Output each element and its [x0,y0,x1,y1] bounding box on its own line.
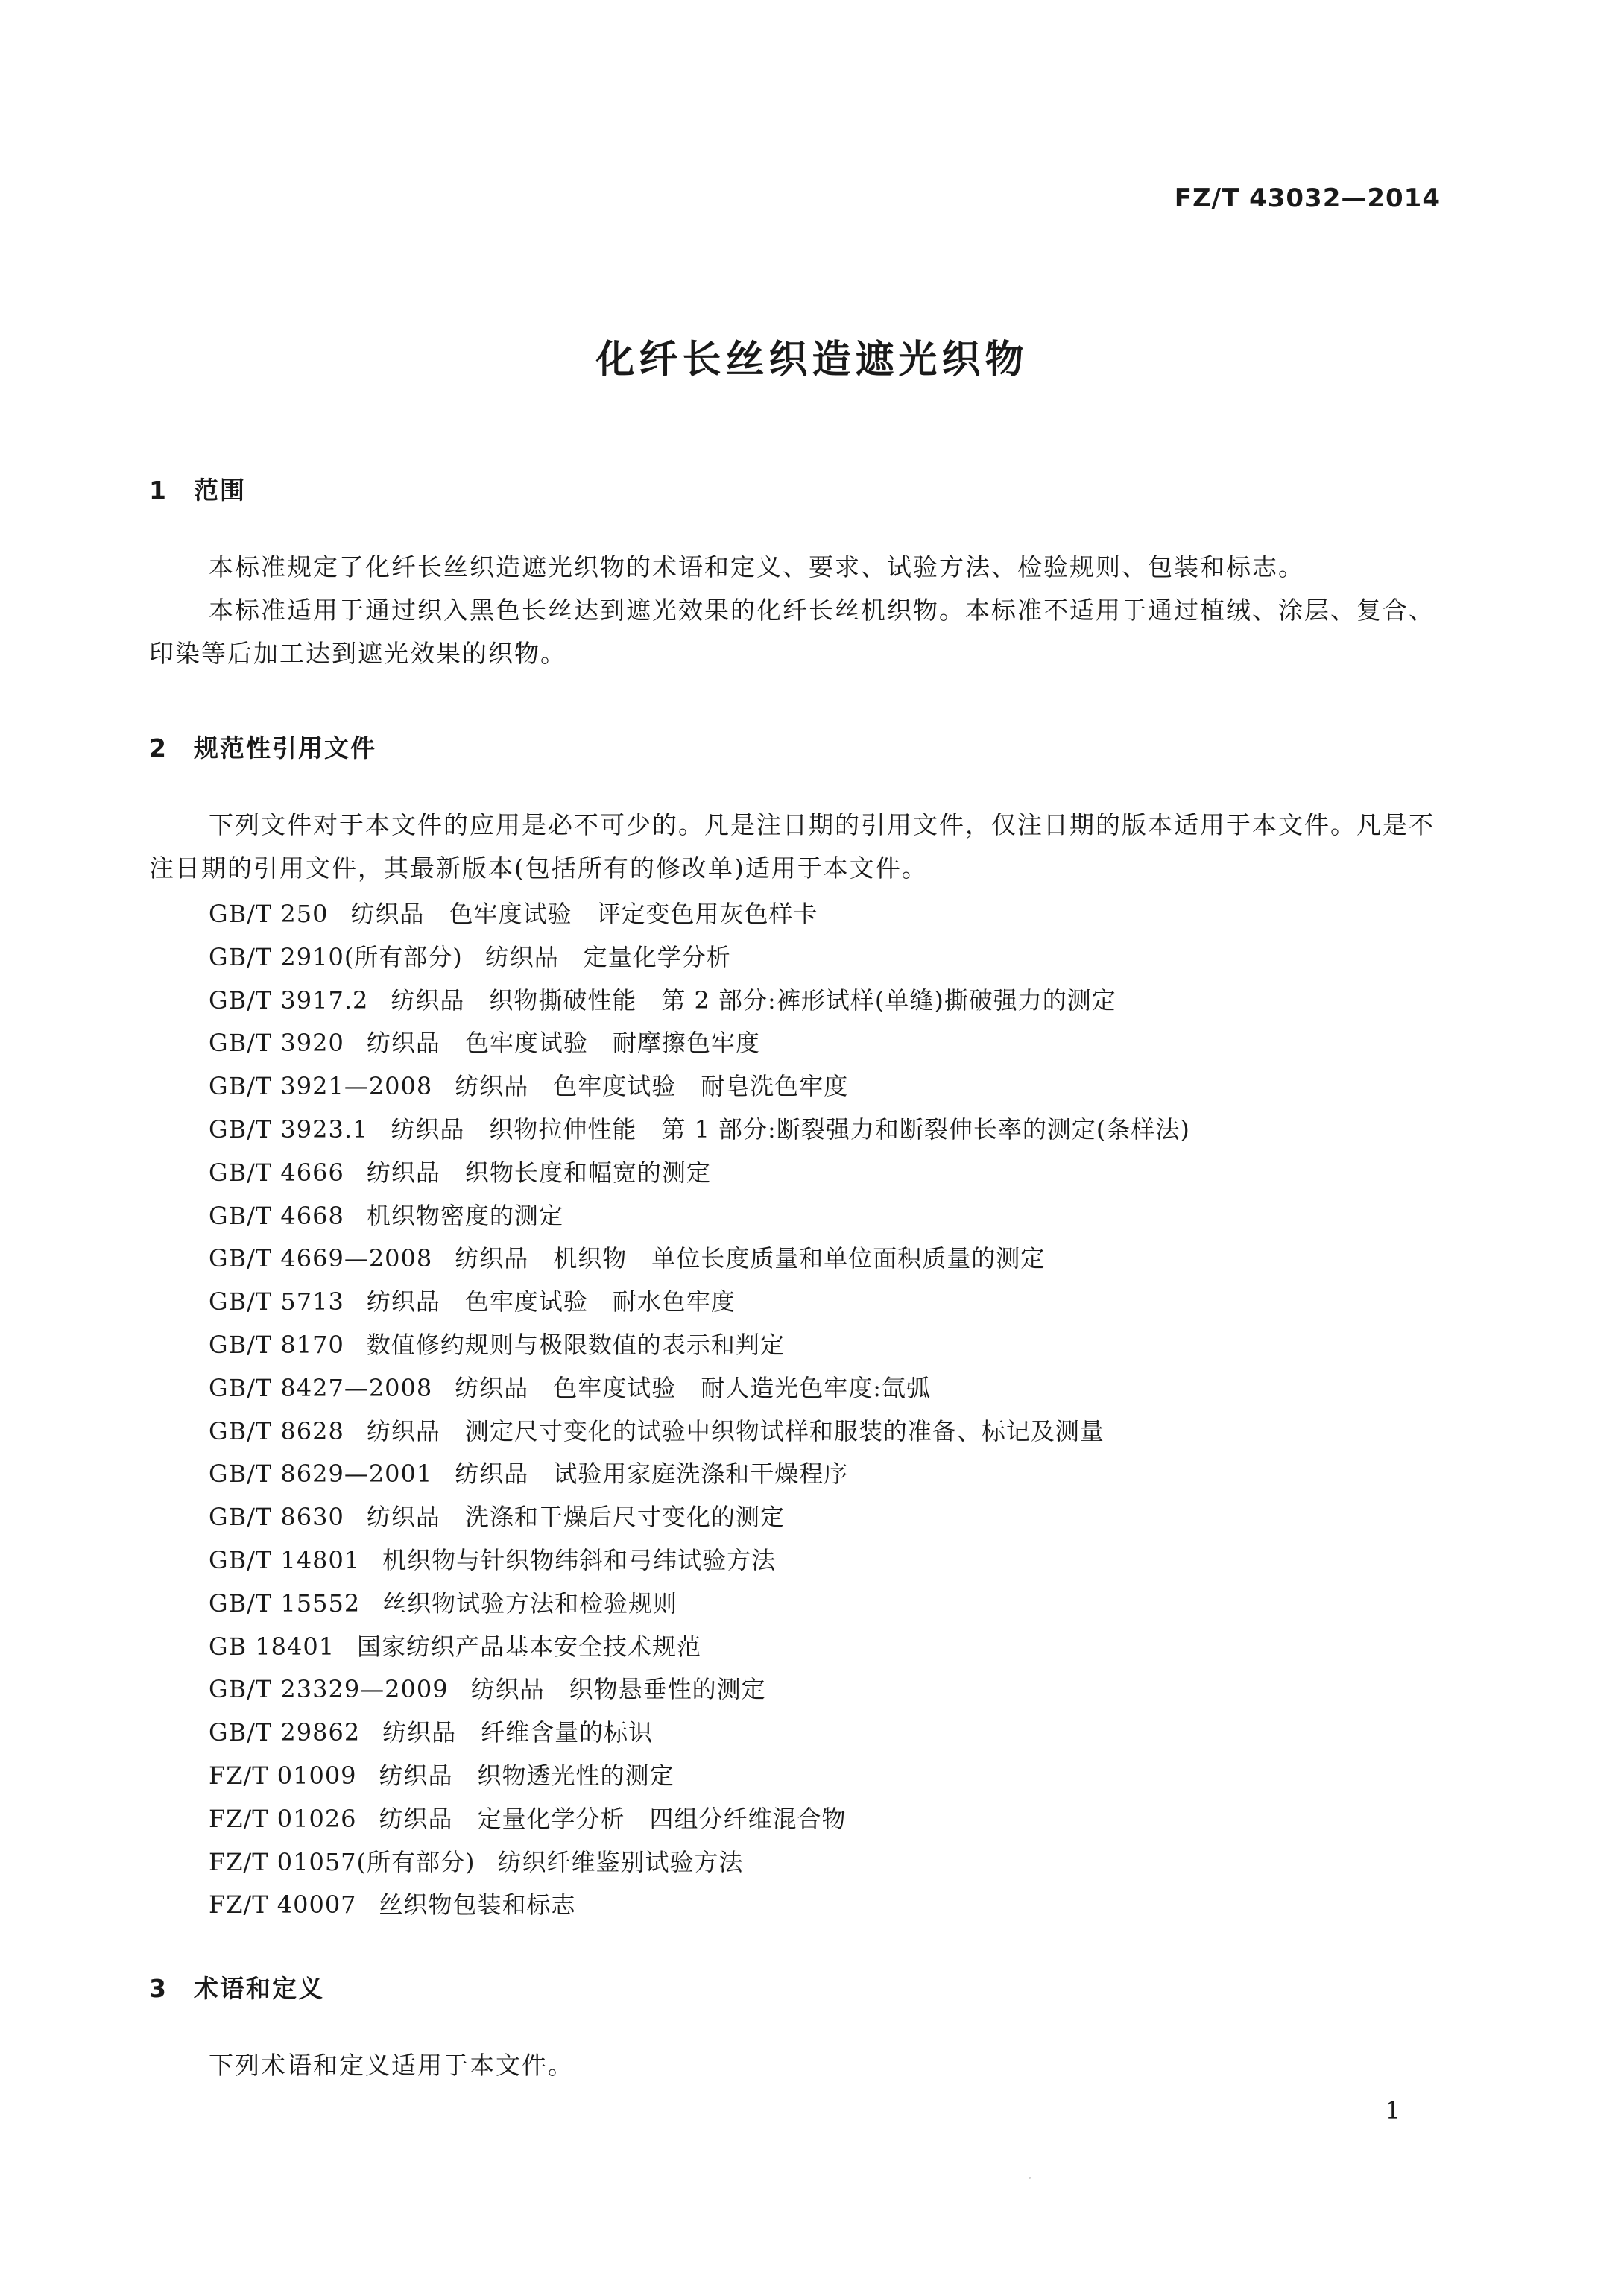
reference-code: GB/T 14801 [209,1545,361,1574]
reference-code: GB/T 4669—2008 [209,1244,433,1273]
reference-item [209,1884,1190,1927]
reference-item [209,1668,1190,1712]
reference-title: 丝织物包装和标志 [379,1890,576,1919]
reference-title: 纺织品 定量化学分析 四组分纤维混合物 [379,1804,847,1833]
reference-item [209,1152,1190,1195]
reference-code: GB/T 250 [209,900,329,928]
section-number: 1 [149,476,168,505]
reference-title: 丝织物试验方法和检验规则 [382,1589,678,1618]
section-1-paragraph-1: 本标准规定了化纤长丝织造遮光织物的术语和定义、要求、试验方法、检验规则、包装和标志。 [209,552,1304,581]
reference-code: GB/T 15552 [209,1589,361,1618]
reference-title: 机织物与针织物纬斜和弓纬试验方法 [382,1545,777,1574]
reference-title: 纺织品 洗涤和干燥后尺寸变化的测定 [366,1503,785,1532]
section-title: 术语和定义 [194,1974,324,2003]
reference-title: 纺织品 织物透光性的测定 [379,1761,674,1790]
reference-code: GB/T 5713 [209,1287,344,1316]
section-2-intro: 下列文件对于本文件的应用是必不可少的。凡是注日期的引用文件，仅注日期的版本适用于本文件。凡是不注日期的引用文件，其最新版本(包括所有的修改单)适用于本文件。 [149,810,1435,883]
reference-title: 纺织品 织物拉伸性能 第 1 部分:断裂强力和断裂伸长率的测定(条样法) [391,1114,1190,1144]
reference-list [209,893,1190,1927]
reference-item [209,1755,1190,1798]
reference-code: GB/T 3923.1 [209,1114,369,1144]
reference-title: 纺织品 纤维含量的标识 [382,1718,654,1747]
reference-item [209,1108,1190,1152]
reference-item [209,1022,1190,1065]
reference-code: GB/T 4668 [209,1201,344,1230]
reference-code: GB/T 4666 [209,1158,344,1187]
reference-code: GB/T 3920 [209,1029,344,1058]
reference-item [209,1712,1190,1755]
reference-item [209,1539,1190,1583]
section-3-heading [149,1969,324,2004]
reference-item [209,1237,1190,1281]
scan-speck [1029,2177,1031,2179]
reference-item [209,936,1190,980]
reference-item [209,980,1190,1023]
reference-title: 纺织品 色牢度试验 耐摩擦色牢度 [366,1029,760,1058]
section-title: 范围 [194,476,246,505]
reference-item [209,1065,1190,1108]
reference-code: GB/T 3921—2008 [209,1072,433,1101]
reference-code: GB 18401 [209,1632,335,1661]
reference-item [209,1453,1190,1496]
reference-code: FZ/T 01026 [209,1804,357,1833]
standard-code: FZ/T 43032—2014 [1174,183,1441,213]
section-number: 3 [149,1974,168,2003]
reference-item [209,893,1190,936]
section-2-heading [149,729,376,764]
document-title: 化纤长丝织造遮光织物 [595,338,1029,382]
reference-title: 纺织品 色牢度试验 耐人造光色牢度:氙弧 [455,1373,932,1402]
reference-code: GB/T 2910(所有部分) [209,942,463,971]
reference-title: 数值修约规则与极限数值的表示和判定 [366,1330,785,1359]
reference-title: 纺织品 试验用家庭洗涤和干燥程序 [455,1460,849,1489]
reference-item [209,1798,1190,1841]
reference-item [209,1367,1190,1410]
reference-code: GB/T 23329—2009 [209,1675,449,1704]
reference-title: 纺织品 织物长度和幅宽的测定 [366,1158,711,1187]
section-3-intro: 下列术语和定义适用于本文件。 [209,2051,574,2080]
reference-title: 国家纺织产品基本安全技术规范 [357,1632,702,1661]
reference-item [209,1626,1190,1669]
reference-item [209,1841,1190,1884]
reference-item [209,1410,1190,1454]
reference-code: GB/T 8630 [209,1503,344,1532]
page-number: 1 [1385,2096,1400,2124]
reference-title: 纺织纤维鉴别试验方法 [497,1847,744,1876]
reference-code: GB/T 8170 [209,1330,344,1359]
reference-item [209,1324,1190,1367]
reference-code: FZ/T 01057(所有部分) [209,1847,475,1876]
reference-item [209,1583,1190,1626]
reference-item [209,1281,1190,1324]
reference-code: FZ/T 40007 [209,1890,357,1919]
reference-title: 纺织品 机织物 单位长度质量和单位面积质量的测定 [455,1244,1046,1273]
reference-title: 纺织品 织物悬垂性的测定 [470,1675,766,1704]
section-1-heading [149,471,246,506]
reference-code: GB/T 8427—2008 [209,1373,433,1402]
reference-title: 纺织品 色牢度试验 耐皂洗色牢度 [455,1072,849,1101]
section-title: 规范性引用文件 [194,734,376,763]
reference-code: GB/T 8628 [209,1416,344,1445]
reference-title: 纺织品 测定尺寸变化的试验中织物试样和服装的准备、标记及测量 [366,1416,1105,1445]
reference-title: 纺织品 色牢度试验 耐水色牢度 [366,1287,736,1316]
reference-item [209,1496,1190,1539]
reference-title: 纺织品 定量化学分析 [484,942,731,971]
reference-code: GB/T 29862 [209,1718,361,1747]
reference-title: 纺织品 色牢度试验 评定变色用灰色样卡 [350,900,818,928]
reference-code: GB/T 3917.2 [209,985,369,1015]
reference-title: 机织物密度的测定 [366,1201,563,1230]
reference-title: 纺织品 织物撕破性能 第 2 部分:裤形试样(单缝)撕破强力的测定 [391,985,1116,1015]
reference-item [209,1195,1190,1238]
section-number: 2 [149,734,168,763]
reference-code: GB/T 8629—2001 [209,1460,433,1489]
reference-code: FZ/T 01009 [209,1761,357,1790]
section-1-paragraph-2: 本标准适用于通过织入黑色长丝达到遮光效果的化纤长丝机织物。本标准不适用于通过植绒、涂层、复合、印染等后加工达到遮光效果的织物。 [149,596,1435,668]
